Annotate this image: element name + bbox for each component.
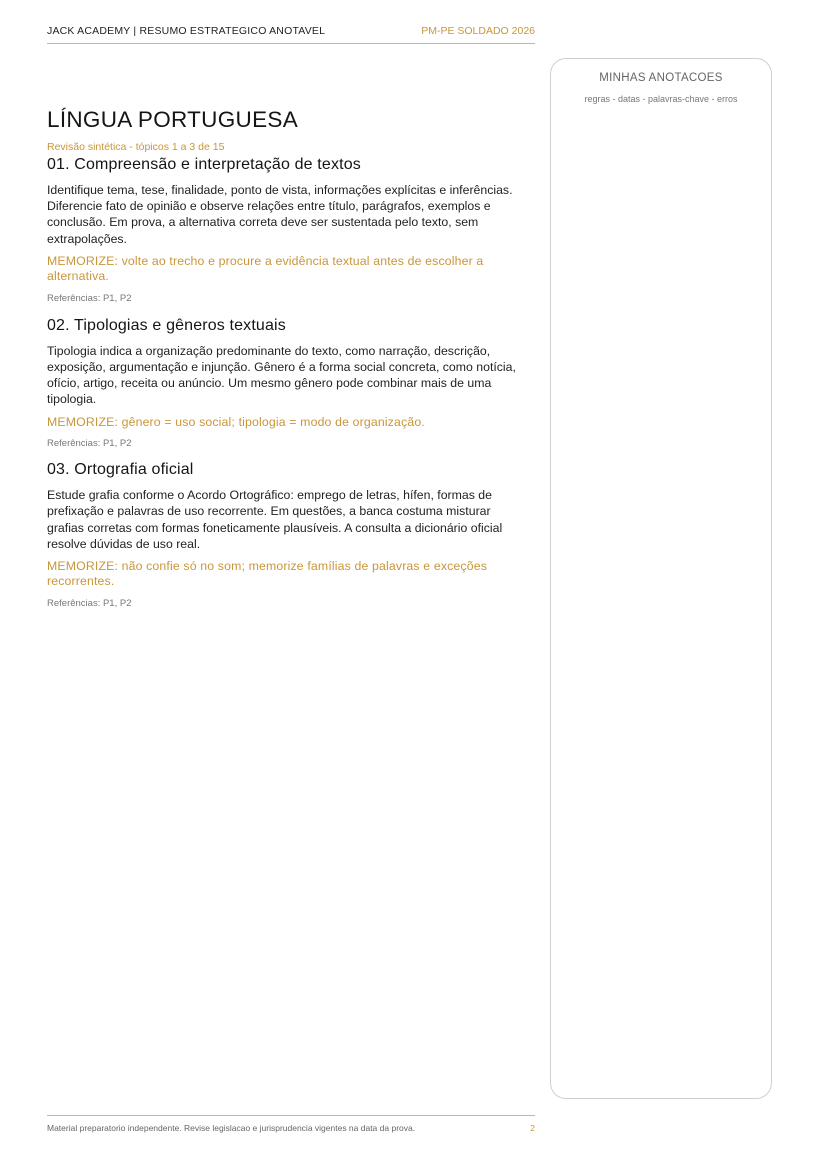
topic-section xyxy=(47,315,527,450)
notes-panel-title: MINHAS ANOTACOES xyxy=(599,72,723,84)
main-content xyxy=(47,105,527,610)
topic-references: Referências: P1, P2 xyxy=(47,597,132,609)
notes-panel-hint: regras - datas - palavras-chave - erros xyxy=(584,94,738,104)
topic-section xyxy=(47,154,527,305)
page-number: 2 xyxy=(530,1123,535,1133)
topic-memorize-note: MEMORIZE: volte ao trecho e procure a evidência textual antes de escolher a alternativa. xyxy=(47,253,484,284)
page-footer xyxy=(47,1115,535,1136)
topic-heading: 02. Tipologias e gêneros textuais xyxy=(47,316,286,334)
topic-body: Identifique tema, tese, finalidade, ponto de vista, informações explícitas e inferências. Diferencie fato de opinião e observe relações entre título, parágrafos, exemplos e conclusão. Em prova, a alternativa correta deve ser sustentada pelo texto, sem extrapolações. xyxy=(47,183,513,246)
topic-heading: 03. Ortografia oficial xyxy=(47,461,194,479)
page-subtitle: Revisão sintética - tópicos 1 a 3 de 15 xyxy=(47,141,225,153)
topic-memorize-note: MEMORIZE: não confie só no som; memorize famílias de palavras e exceções recorrentes. xyxy=(47,558,487,589)
page-header xyxy=(47,24,535,44)
topic-section xyxy=(47,459,527,610)
topic-references: Referências: P1, P2 xyxy=(47,438,132,450)
topic-references: Referências: P1, P2 xyxy=(47,292,132,304)
header-exam-label: PM-PE SOLDADO 2026 xyxy=(421,25,535,37)
topic-body: Estude grafia conforme o Acordo Ortográfico: emprego de letras, hífen, formas de prefixação e palavras de uso recorrente. Em questões, a banca costuma misturar grafias corretas com formas foneticamente plausíveis. A consulta a dicionário oficial resolve dúvidas de uso real. xyxy=(47,488,503,551)
topic-memorize-note: MEMORIZE: gênero = uso social; tipologia = modo de organização. xyxy=(47,414,425,429)
header-brand: JACK ACADEMY | RESUMO ESTRATEGICO ANOTAVEL xyxy=(47,25,326,37)
topic-heading: 01. Compreensão e interpretação de textos xyxy=(47,156,361,173)
topic-body: Tipologia indica a organização predominante do texto, como narração, descrição, exposição, argumentação e injunção. Gênero é a forma social concreta, como notícia, ofício, artigo, receita ou anúncio. Um mesmo gênero pode combinar mais de uma tipologia. xyxy=(47,343,516,407)
notes-panel[interactable] xyxy=(550,58,772,1099)
page-title: LÍNGUA PORTUGUESA xyxy=(47,107,298,132)
footer-disclaimer: Material preparatorio independente. Revise legislacao e jurisprudencia vigentes na data da prova. xyxy=(47,1123,416,1133)
